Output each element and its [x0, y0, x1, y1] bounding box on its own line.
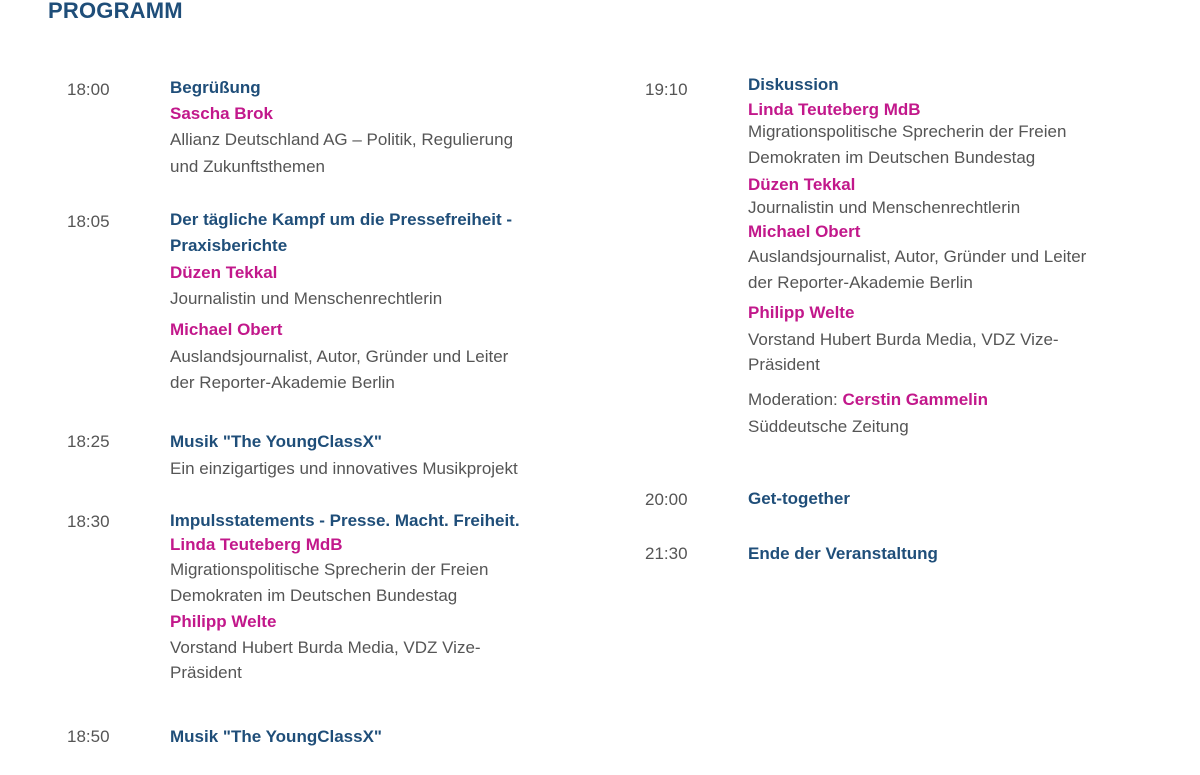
- speaker-name: Düzen Tekkal: [170, 263, 278, 282]
- entry-title: Diskussion: [748, 75, 839, 94]
- speaker-description: Auslandsjournalist, Autor, Gründer und Leiter: [170, 347, 509, 366]
- entry-time: 18:05: [67, 212, 110, 231]
- speaker-name: Philipp Welte: [748, 303, 855, 322]
- speaker-description: Journalistin und Menschenrechtlerin: [748, 198, 1021, 217]
- speaker-description: Vorstand Hubert Burda Media, VDZ Vize-: [748, 330, 1059, 349]
- entry-title: Get-together: [748, 489, 850, 508]
- entry-title: Musik "The YoungClassX": [170, 432, 382, 451]
- moderator-name: Cerstin Gammelin: [842, 390, 989, 409]
- speaker-description: Auslandsjournalist, Autor, Gründer und Leiter: [748, 247, 1087, 266]
- speaker-description: Demokraten im Deutschen Bundestag: [748, 148, 1036, 167]
- speaker-description: Migrationspolitische Sprecherin der Freien: [748, 122, 1067, 141]
- speaker-description: Journalistin und Menschenrechtlerin: [170, 289, 443, 308]
- speaker-name: Linda Teuteberg MdB: [748, 100, 921, 119]
- entry-title: Musik "The YoungClassX": [170, 727, 382, 746]
- entry-time: 19:10: [645, 80, 688, 99]
- speaker-name: Düzen Tekkal: [748, 175, 856, 194]
- page-title: PROGRAMM: [48, 0, 183, 23]
- entry-time: 18:00: [67, 80, 110, 99]
- speaker-description: der Reporter-Akademie Berlin: [170, 373, 395, 392]
- entry-time: 18:25: [67, 432, 110, 451]
- moderation-line: [748, 387, 988, 412]
- speaker-description: Demokraten im Deutschen Bundestag: [170, 586, 458, 605]
- entry-time: 21:30: [645, 544, 688, 563]
- speaker-description: Präsident: [748, 355, 820, 374]
- entry-title: Der tägliche Kampf um die Pressefreiheit -: [170, 210, 512, 229]
- moderation-label: Moderation:: [748, 390, 838, 409]
- speaker-description: Allianz Deutschland AG – Politik, Regulierung: [170, 130, 514, 149]
- speaker-description: Vorstand Hubert Burda Media, VDZ Vize-: [170, 638, 481, 657]
- entry-time: 20:00: [645, 490, 688, 509]
- entry-title: Ende der Veranstaltung: [748, 544, 938, 563]
- speaker-name: Linda Teuteberg MdB: [170, 535, 343, 554]
- speaker-description: der Reporter-Akademie Berlin: [748, 273, 973, 292]
- speaker-description: und Zukunftsthemen: [170, 157, 325, 176]
- entry-title: Praxisberichte: [170, 236, 288, 255]
- entry-title: Begrüßung: [170, 78, 261, 97]
- entry-time: 18:30: [67, 512, 110, 531]
- moderator-description: Süddeutsche Zeitung: [748, 417, 909, 436]
- speaker-description: Präsident: [170, 663, 242, 682]
- speaker-name: Sascha Brok: [170, 104, 273, 123]
- entry-title: Impulsstatements - Presse. Macht. Freiheit.: [170, 511, 520, 530]
- speaker-name: Michael Obert: [748, 222, 861, 241]
- entry-time: 18:50: [67, 727, 110, 746]
- speaker-name: Philipp Welte: [170, 612, 277, 631]
- speaker-name: Michael Obert: [170, 320, 283, 339]
- entry-description: Ein einzigartiges und innovatives Musikprojekt: [170, 459, 518, 478]
- speaker-description: Migrationspolitische Sprecherin der Freien: [170, 560, 489, 579]
